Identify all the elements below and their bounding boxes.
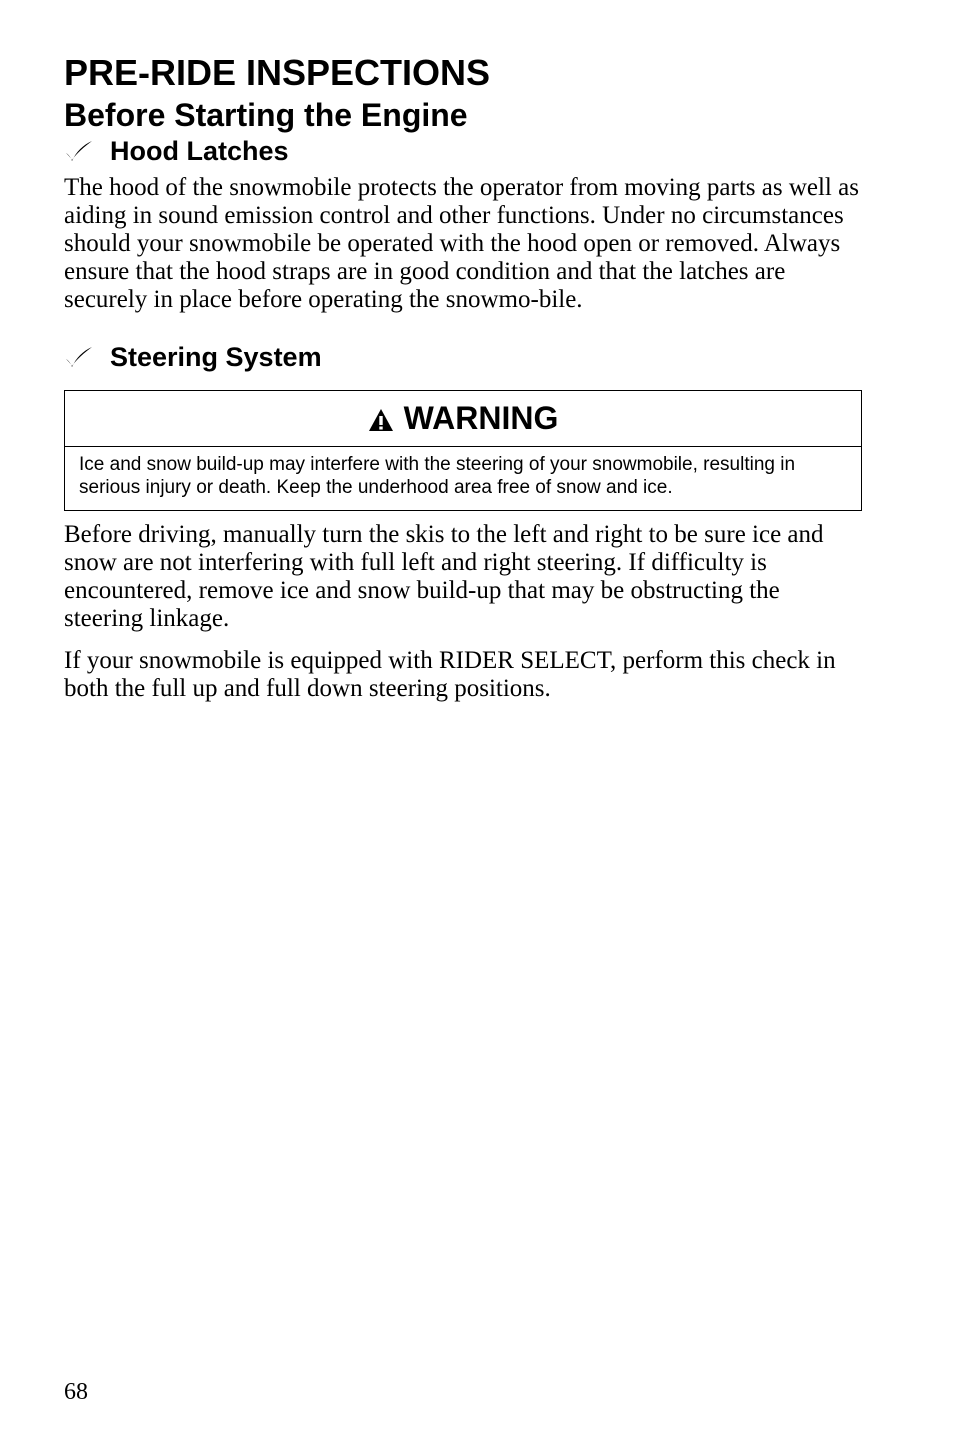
warning-box (64, 390, 862, 511)
page-number: 68 (64, 1379, 88, 1405)
section-heading-label: Steering System (110, 342, 322, 372)
rider-select-paragraph: If your snowmobile is equipped with RIDER SELECT, perform this check in both the full up and full down steering positions. (64, 647, 836, 702)
section-heading-label: Hood Latches (110, 136, 289, 166)
page-content (64, 52, 864, 703)
section-heading-steering (64, 340, 864, 374)
warning-title: WARNING (403, 400, 559, 436)
warning-triangle-icon (368, 408, 394, 432)
section-heading-hood (64, 134, 864, 168)
warning-text: Ice and snow build-up may interfere with the steering of your snowmobile, resulting in serious injury or death. Keep the underhood area free of snow and ice. (79, 454, 796, 498)
hood-paragraph: The hood of the snowmobile protects the operator from moving parts as well as aiding in sound emission control and other functions. Under no circumstances should your snowmobile be operated with the hood open or removed. Always ensure that the hood straps are in good condition and that the latches are securely in place before operating the snowmo-bile. (64, 174, 859, 313)
page-title: PRE-RIDE INSPECTIONS (64, 52, 491, 93)
page-subtitle: Before Starting the Engine (64, 97, 468, 133)
checkmark-icon (64, 140, 94, 162)
steering-paragraph: Before driving, manually turn the skis to the left and right to be sure ice and snow are not interfering with full left and right steering. If difficulty is encountered, remove ice and snow build-up that may be obstructing the steering linkage. (64, 521, 824, 632)
checkmark-icon (64, 346, 94, 368)
warning-header (65, 391, 861, 447)
